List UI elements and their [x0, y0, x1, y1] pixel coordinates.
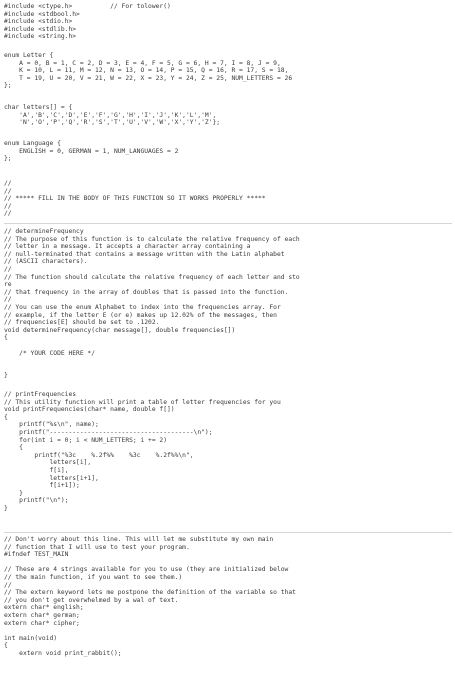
- code-line: // example, if the letter E (or e) makes up 12.02% of the messages, then: [4, 311, 277, 319]
- code-line: #include <stdbool.h>: [4, 10, 80, 18]
- code-line: // that frequency in the array of doubles that is passed into the function.: [4, 288, 289, 296]
- code-line: 'N','O','P','Q','R','S','T','U','V','W','X','Y','Z'};: [4, 119, 221, 127]
- code-line: //: [4, 265, 12, 273]
- code-line: [4, 342, 452, 350]
- code-line: [4, 559, 452, 567]
- code-line: re: [4, 281, 12, 289]
- code-line: // The extern keyword lets me postpone the definition of the variable so that: [4, 589, 296, 597]
- code-line: // printFrequencies: [4, 391, 77, 398]
- code-line: printf("--------------------------------------\n");: [4, 428, 213, 436]
- code-line: #include <ctype.h> // For tolower(): [4, 3, 171, 10]
- code-line: {: [4, 444, 23, 452]
- code-line: // This utility function will print a table of letter frequencies for you: [4, 398, 281, 406]
- letters-array-block: [4, 104, 452, 127]
- code-line: // (ASCII characters).: [4, 258, 88, 266]
- code-line: // the main function, if you want to see them.): [4, 573, 183, 581]
- code-line: extern char* english;: [4, 604, 84, 612]
- code-line: #include <stdlib.h>: [4, 25, 77, 33]
- code-line: // Don't worry about this line. This will let me substitute my own main: [4, 536, 274, 543]
- separator-line: [4, 532, 452, 533]
- code-line: // letter in a message. It accepts a character array containing a: [4, 243, 251, 251]
- code-line: enum Letter {: [4, 52, 54, 59]
- code-line: T = 19, U = 20, V = 21, W = 22, X = 23, Y = 24, Z = 25, NUM_LETTERS = 26: [4, 74, 293, 82]
- print-frequencies-block: [4, 391, 452, 513]
- code-line: [4, 357, 452, 365]
- code-line: {: [4, 642, 8, 650]
- code-line: f[i],: [4, 466, 69, 474]
- code-line: extern char* cipher;: [4, 619, 80, 627]
- code-line: //: [4, 187, 12, 195]
- code-line: // determineFrequency: [4, 228, 84, 235]
- code-line: [4, 627, 452, 635]
- banner-comment-block: [4, 180, 452, 218]
- code-line: }: [4, 489, 23, 497]
- separator-line: [4, 223, 452, 224]
- code-line: {: [4, 334, 8, 342]
- code-line: void printFrequencies(char* name, double f[]): [4, 406, 175, 414]
- language-enum-block: [4, 140, 452, 163]
- code-line: [4, 365, 452, 373]
- code-line: //: [4, 202, 12, 210]
- code-line: };: [4, 82, 12, 90]
- code-line: // The function should calculate the relative frequency of each letter and sto: [4, 273, 300, 281]
- code-line: // function that I will use to test your program.: [4, 543, 190, 551]
- code-line: printf("%3c %.2f%% %3c %.2f%%\n",: [4, 451, 194, 459]
- code-line: // you don't get overwhelmed by a wal of text.: [4, 596, 179, 604]
- code-line: // ***** FILL IN THE BODY OF THIS FUNCTION SO IT WORKS PROPERLY *****: [4, 195, 266, 203]
- code-line: // These are 4 strings available for you to use (they are initialized below: [4, 566, 289, 574]
- main-section-block: [4, 536, 452, 658]
- code-line: enum Language {: [4, 140, 61, 147]
- code-line: K = 10, L = 11, M = 12, N = 13, O = 14, P = 15, Q = 16, R = 17, S = 18,: [4, 67, 289, 75]
- code-line: }: [4, 372, 8, 380]
- code-line: extern void print_rabbit();: [4, 649, 122, 657]
- code-line: // The purpose of this function is to calculate the relative frequency of each: [4, 235, 300, 243]
- code-line: }: [4, 504, 8, 512]
- includes-block: [4, 3, 452, 41]
- code-line: //: [4, 180, 12, 187]
- code-line: letters[i+1],: [4, 474, 99, 482]
- code-line: printf("\n");: [4, 497, 69, 505]
- code-line: // frequencies[E] should be set to .1202.: [4, 319, 160, 327]
- code-line: A = 0, B = 1, C = 2, D = 3, E = 4, F = 5, G = 6, H = 7, I = 8, J = 9,: [4, 59, 281, 67]
- code-line: letters[i],: [4, 459, 92, 467]
- code-line: //: [4, 210, 12, 218]
- code-line: #include <stdio.h>: [4, 18, 73, 26]
- letter-enum-block: [4, 52, 452, 90]
- code-line: // You can use the enum Alphabet to index into the frequencies array. For: [4, 303, 281, 311]
- code-line: /* YOUR CODE HERE */: [4, 349, 95, 357]
- code-line: ENGLISH = 0, GERMAN = 1, NUM_LANGUAGES = 2: [4, 147, 179, 155]
- code-line: {: [4, 413, 8, 421]
- code-line: char letters[] = {: [4, 104, 73, 111]
- code-line: f[i+1]);: [4, 482, 80, 490]
- code-line: printf("%s\n", name);: [4, 421, 99, 429]
- code-line: 'A','B','C','D','E','F','G','H','I','J','K','L','M',: [4, 111, 217, 119]
- code-line: };: [4, 155, 12, 163]
- code-line: #include <string.h>: [4, 33, 77, 41]
- code-line: int main(void): [4, 634, 58, 642]
- determine-frequency-block: [4, 228, 452, 380]
- code-line: // null-terminated that contains a message written with the Latin alphabet: [4, 250, 285, 258]
- code-line: for(int i = 0; i < NUM_LETTERS; i += 2): [4, 436, 168, 444]
- code-line: void determineFrequency(char message[], double frequencies[]): [4, 326, 236, 334]
- code-line: extern char* german;: [4, 611, 80, 619]
- code-line: #ifndef TEST_MAIN: [4, 551, 69, 559]
- code-line: //: [4, 581, 12, 589]
- code-line: //: [4, 296, 12, 304]
